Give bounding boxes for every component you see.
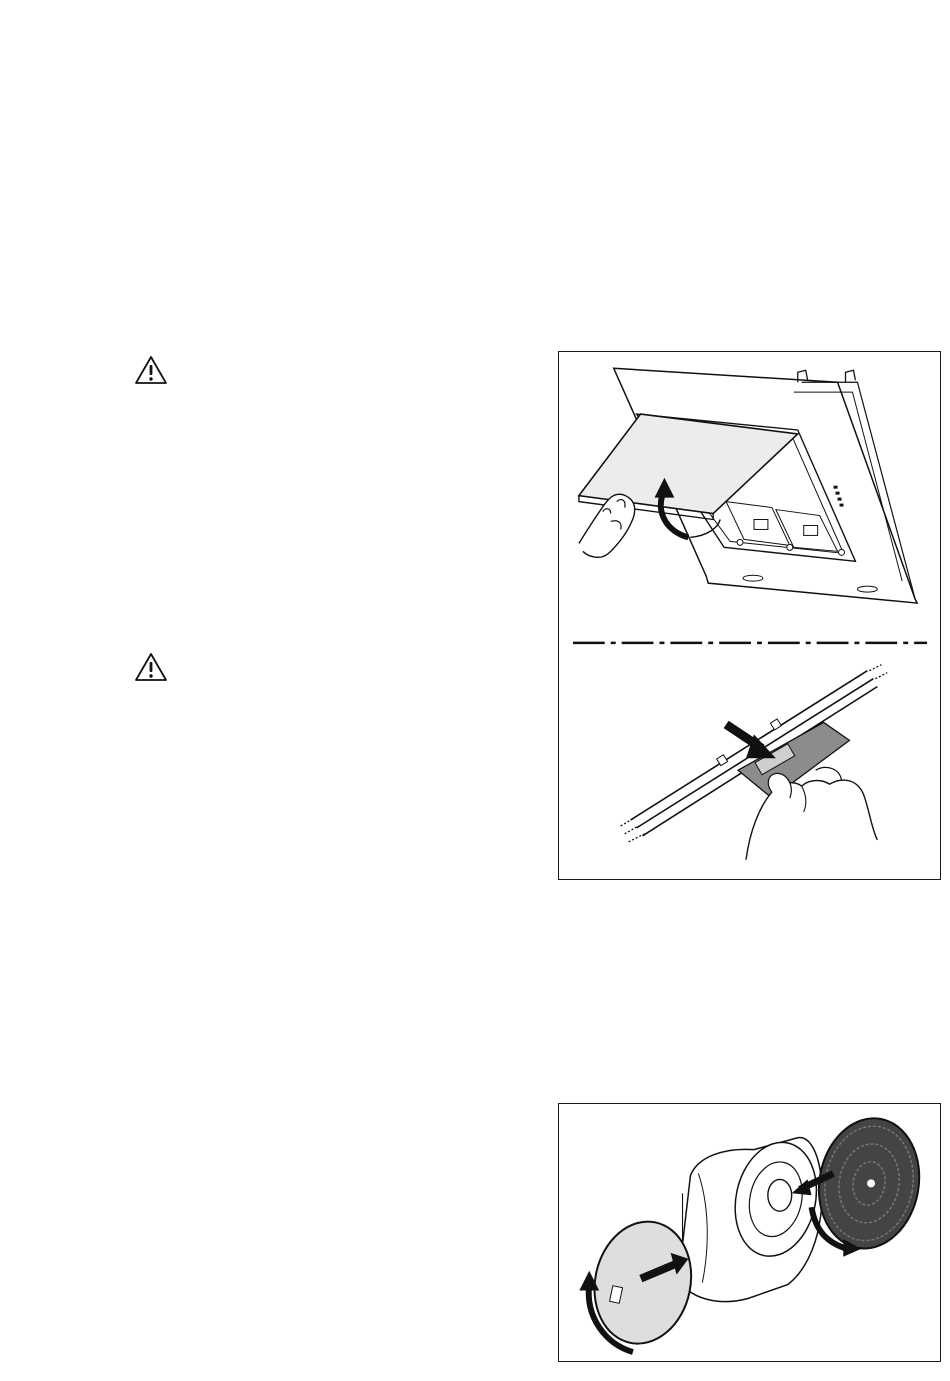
hood-panel-open-illustration bbox=[579, 368, 917, 603]
charcoal-filter-fitting-figure bbox=[558, 1103, 941, 1362]
warning-triangle-icon bbox=[134, 355, 168, 385]
filter-latch-release-illustration bbox=[621, 665, 888, 860]
warning-triangle-icon bbox=[134, 652, 168, 682]
grease-filter-removal-figure bbox=[558, 351, 941, 880]
charcoal-filter-rotate-illustration bbox=[579, 1110, 929, 1352]
